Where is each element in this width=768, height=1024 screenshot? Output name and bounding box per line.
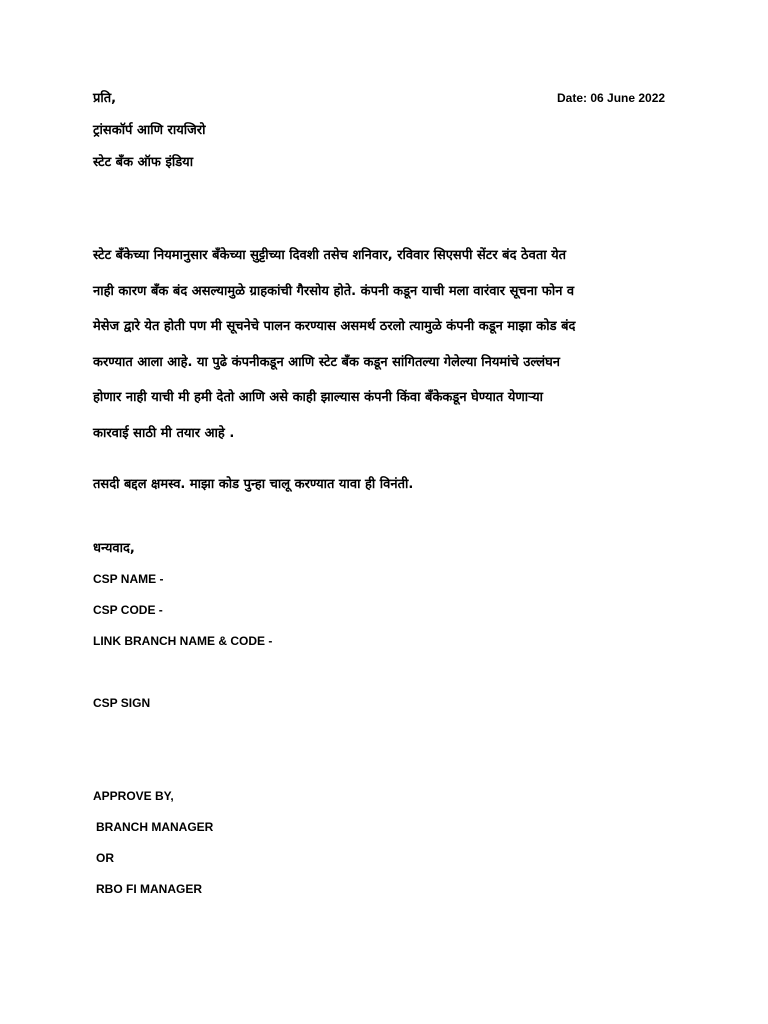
body-line: नाही कारण बँक बंद असल्यामुळे ग्राहकांची गैरसोय होते. कंपनी कडून याची मला वारंवार सूचना फोन व: [93, 283, 575, 299]
link-branch-label: LINK BRANCH NAME & CODE -: [93, 634, 273, 648]
or-label: OR: [96, 851, 114, 865]
body-line: मेसेज द्वारे येत होती पण मी सूचनेचे पालन करण्यास असमर्थ ठरलो त्यामुळे कंपनी कडून माझा कोड बंद: [93, 319, 576, 334]
request-line: तसदी बद्दल क्षमस्व. माझा कोड पुन्हा चालू करण्यात यावा ही विनंती.: [93, 477, 414, 492]
csp-code-label: CSP CODE -: [93, 603, 163, 617]
csp-name-label: CSP NAME -: [93, 572, 164, 586]
recipient-line-1: ट्रांसकॉर्प आणि रायजिरो: [93, 123, 206, 138]
letter-body: [93, 238, 683, 451]
approve-by-label: APPROVE BY,: [93, 789, 174, 803]
recipient-line-2: स्टेट बँक ऑफ इंडिया: [93, 155, 194, 170]
salutation-to: प्रति,: [93, 91, 117, 106]
body-line: होणार नाही याची मी हमी देतो आणि असे काही झाल्यास कंपनी किंवा बँकेकडून घेण्यात येणाऱ्या: [93, 390, 544, 405]
body-line: कारवाई साठी मी तयार आहे .: [93, 425, 235, 441]
rbo-manager-label: RBO FI MANAGER: [96, 882, 202, 896]
body-line: स्टेट बँकेच्या नियमानुसार बँकेच्या सुट्टीच्या दिवशी तसेच शनिवार, रविवार सिएसपी सेंटर बंद ठेवता येत: [93, 248, 567, 263]
branch-manager-label: BRANCH MANAGER: [96, 820, 214, 834]
body-line: करण्यात आला आहे. या पुढे कंपनीकडून आणि स्टेट बँक कडून सांगितल्या गेलेल्या नियमांचे उल्लंघन: [93, 354, 561, 370]
thanks-line: धन्यवाद,: [93, 541, 135, 556]
csp-sign-label: CSP SIGN: [93, 696, 151, 710]
letter-date: Date: 06 June 2022: [557, 91, 666, 105]
